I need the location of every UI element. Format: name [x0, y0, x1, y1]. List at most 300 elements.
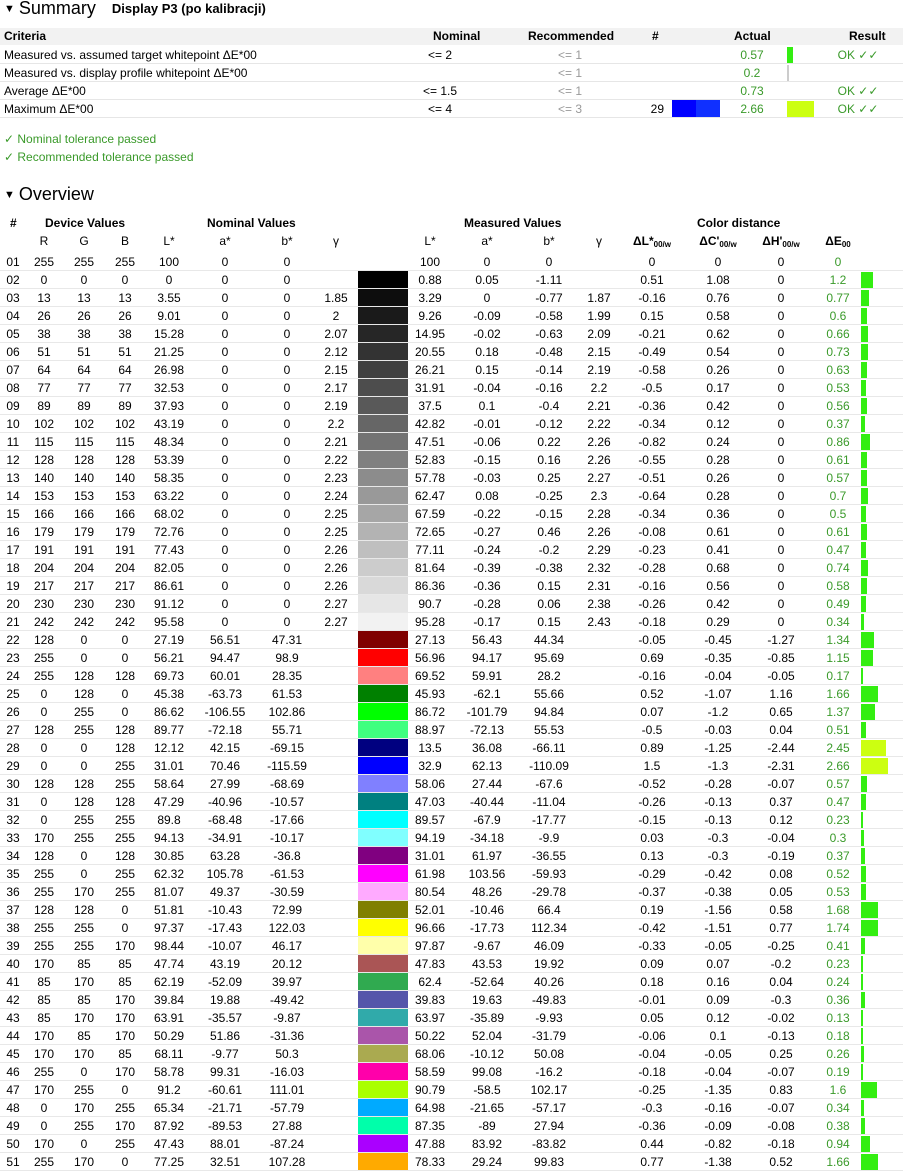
measured-gamma: 1.87: [587, 291, 611, 305]
row-number: 02: [6, 273, 20, 287]
delta-h: 0: [777, 489, 785, 503]
measured-l: 61.98: [414, 867, 446, 881]
measured-a: -0.06: [473, 435, 501, 449]
nominal-l: 100: [158, 255, 180, 269]
nominal-b: 0: [283, 273, 291, 287]
nominal-b: 72.99: [271, 903, 303, 917]
measured-a: -0.15: [473, 453, 501, 467]
nominal-l: 82.05: [153, 561, 185, 575]
deltae-bar: [861, 902, 878, 918]
result-value: OK ✓✓: [837, 84, 879, 98]
delta-c: -1.2: [707, 705, 729, 719]
nominal-a: 0: [221, 363, 229, 377]
row-number: 25: [6, 687, 20, 701]
deltae-bar: [861, 488, 868, 504]
delta-h: -2.44: [767, 741, 795, 755]
measured-gamma: [584, 847, 614, 865]
delta-c: -1.35: [704, 1083, 732, 1097]
measured-l: 42.82: [414, 417, 446, 431]
delta-h: -0.05: [767, 669, 795, 683]
measured-b: -57.17: [531, 1101, 567, 1115]
measured-b: -49.83: [531, 993, 567, 1007]
overview-row: [0, 1153, 903, 1171]
device-b: 0: [121, 1083, 129, 1097]
device-g: 128: [73, 687, 95, 701]
measured-b: 0: [545, 255, 553, 269]
delta-e: 0.56: [826, 399, 850, 413]
overview-row: [0, 991, 903, 1009]
delta-e: 0.34: [826, 1101, 850, 1115]
device-g: 170: [73, 975, 95, 989]
color-swatch: [358, 721, 408, 739]
nominal-gamma: 2.24: [324, 489, 348, 503]
nominal-gamma: 2.23: [324, 471, 348, 485]
overview-column-header: [0, 232, 903, 252]
device-g: 0: [80, 1137, 88, 1151]
delta-h: -0.19: [767, 849, 795, 863]
nominal-a: -9.77: [211, 1047, 239, 1061]
delta-c: 0.42: [706, 597, 730, 611]
nominal-l: 81.07: [153, 885, 185, 899]
delta-e: 1.15: [826, 651, 850, 665]
delta-e: 2.66: [826, 759, 850, 773]
nominal-b: -16.03: [269, 1065, 305, 1079]
device-b: 128: [114, 849, 136, 863]
nominal-l: 43.19: [153, 417, 185, 431]
device-r: 242: [33, 615, 55, 629]
delta-l: -0.28: [638, 561, 666, 575]
delta-e: 0.6: [829, 309, 847, 323]
device-b: 0: [121, 687, 129, 701]
color-swatch: [358, 397, 408, 415]
nominal-a: 0: [221, 471, 229, 485]
measured-l: 58.06: [414, 777, 446, 791]
device-b: 191: [114, 543, 136, 557]
measured-b: -59.93: [531, 867, 567, 881]
overview-row: [0, 739, 903, 757]
measured-l: 13.5: [418, 741, 442, 755]
measured-b: -9.9: [538, 831, 560, 845]
nominal-a: 0: [221, 453, 229, 467]
column-header: b*: [543, 234, 555, 248]
measured-gamma: 2.38: [587, 597, 611, 611]
device-b: 153: [114, 489, 136, 503]
nominal-l: 86.61: [153, 579, 185, 593]
delta-c: -0.82: [704, 1137, 732, 1151]
overview-row: [0, 379, 903, 397]
row-number: 16: [6, 525, 20, 539]
column-header: B: [120, 234, 129, 248]
nominal-b: 61.53: [271, 687, 303, 701]
nominal-l: 62.19: [153, 975, 185, 989]
device-r: 140: [33, 471, 55, 485]
delta-l: -0.37: [638, 885, 666, 899]
row-number: 14: [6, 489, 20, 503]
column-header: G: [79, 234, 89, 248]
overview-row: [0, 559, 903, 577]
nominal-l: 32.53: [153, 381, 185, 395]
color-swatch: [358, 991, 408, 1009]
collapse-triangle-icon[interactable]: ▼: [4, 2, 15, 15]
nominal-gamma: [321, 1009, 351, 1027]
measured-l: 78.33: [414, 1155, 446, 1169]
measured-gamma: [584, 1081, 614, 1099]
device-g: 85: [77, 993, 91, 1007]
device-b: 230: [114, 597, 136, 611]
delta-h: 0: [777, 615, 785, 629]
device-b: 170: [114, 1029, 136, 1043]
measured-gamma: 1.99: [587, 309, 611, 323]
measured-a: -101.79: [466, 705, 508, 719]
nominal-b: 0: [283, 615, 291, 629]
summary-heading[interactable]: [4, 0, 266, 19]
color-swatch: [358, 379, 408, 397]
delta-c: 0.12: [706, 417, 730, 431]
nominal-gamma: 2.26: [324, 579, 348, 593]
color-swatch: [358, 1045, 408, 1063]
nominal-l: 9.01: [157, 309, 181, 323]
measured-l: 32.9: [418, 759, 442, 773]
deltae-bar: [861, 290, 869, 306]
nominal-gamma: 2.07: [324, 327, 348, 341]
nominal-a: -89.53: [207, 1119, 243, 1133]
device-b: 0: [121, 651, 129, 665]
delta-l: -0.82: [638, 435, 666, 449]
nominal-a: -10.07: [207, 939, 243, 953]
device-b: 89: [118, 399, 132, 413]
color-swatch: [358, 325, 408, 343]
nominal-gamma: [321, 919, 351, 937]
deltae-bar: [861, 938, 865, 954]
measured-b: 0.22: [537, 435, 561, 449]
measured-l: 47.88: [414, 1137, 446, 1151]
nominal-gamma: [321, 271, 351, 289]
measured-a: -21.65: [469, 1101, 505, 1115]
column-header: γ: [333, 234, 339, 248]
color-swatch: [358, 415, 408, 433]
delta-h: -0.07: [767, 1101, 795, 1115]
nominal-gamma: [321, 991, 351, 1009]
deltae-bar: [861, 1136, 870, 1152]
measured-gamma: [584, 757, 614, 775]
delta-h: 0.12: [769, 813, 793, 827]
measured-b: -66.11: [532, 741, 566, 755]
device-b: 0: [121, 633, 129, 647]
device-b: 255: [114, 255, 136, 269]
nominal-gamma: [321, 901, 351, 919]
deltae-bar: [861, 542, 866, 558]
nominal-gamma: 2.2: [327, 417, 345, 431]
measured-b: -0.25: [535, 489, 563, 503]
nominal-gamma: 2.15: [324, 363, 348, 377]
delta-e: 0: [834, 255, 842, 269]
nominal-a: -34.91: [207, 831, 243, 845]
nominal-a: -72.18: [207, 723, 243, 737]
delta-l: -0.58: [638, 363, 666, 377]
measured-a: 29.24: [471, 1155, 503, 1169]
count-value: [630, 46, 664, 64]
device-b: 38: [118, 327, 132, 341]
nominal-b: 28.35: [271, 669, 303, 683]
nominal-l: 27.19: [153, 633, 185, 647]
row-number: 10: [6, 417, 20, 431]
delta-e: 0.57: [826, 471, 850, 485]
delta-c: -0.42: [704, 867, 732, 881]
delta-e: 0.17: [826, 669, 850, 683]
row-number: 48: [6, 1101, 20, 1115]
nominal-a: 0: [221, 597, 229, 611]
recommended-value: <= 3: [557, 102, 583, 116]
distance-header-sub: 00/w: [653, 240, 671, 249]
row-number: 39: [6, 939, 20, 953]
overview-row: [0, 721, 903, 739]
column-header: a*: [219, 234, 231, 248]
delta-e: 0.47: [826, 795, 850, 809]
delta-c: 0.28: [706, 453, 730, 467]
device-b: 51: [118, 345, 132, 359]
delta-h: 0: [777, 345, 785, 359]
measured-b: 0.16: [537, 453, 561, 467]
device-g: 170: [73, 1155, 95, 1169]
color-swatch: [358, 631, 408, 649]
measured-b: -0.12: [535, 417, 563, 431]
row-number: 07: [6, 363, 20, 377]
measured-a: -0.27: [473, 525, 501, 539]
measured-a: -35.89: [469, 1011, 505, 1025]
delta-e: 0.38: [826, 1119, 850, 1133]
nominal-a: 0: [221, 291, 229, 305]
measured-gamma: [584, 883, 614, 901]
delta-e: 0.34: [826, 615, 850, 629]
device-r: 170: [33, 1083, 55, 1097]
delta-c: 0.58: [706, 309, 730, 323]
row-number: 33: [6, 831, 20, 845]
device-g: 102: [73, 417, 95, 431]
deltae-bar: [861, 1154, 878, 1170]
delta-e: 0.66: [826, 327, 850, 341]
device-g: 77: [77, 381, 91, 395]
nominal-a: 0: [221, 345, 229, 359]
row-number: 08: [6, 381, 20, 395]
measured-b: -17.77: [531, 813, 567, 827]
delta-e: 0.41: [826, 939, 850, 953]
delta-h: 0: [777, 561, 785, 575]
delta-h: -0.07: [767, 1065, 795, 1079]
device-b: 128: [114, 795, 136, 809]
measured-b: 27.94: [533, 1119, 565, 1133]
delta-e: 0.53: [826, 381, 850, 395]
nominal-gamma: [321, 883, 351, 901]
measured-gamma: [584, 991, 614, 1009]
overview-row: [0, 595, 903, 613]
deltae-bar: [861, 830, 864, 846]
nominal-a: 0: [221, 255, 229, 269]
device-g: 179: [73, 525, 95, 539]
measured-gamma: [584, 865, 614, 883]
color-swatch: [358, 883, 408, 901]
measured-b: 0.15: [537, 615, 561, 629]
deltae-bar: [861, 920, 878, 936]
delta-l: 0.52: [640, 687, 664, 701]
measured-gamma: 2.21: [587, 399, 611, 413]
measured-gamma: 2.32: [587, 561, 611, 575]
nominal-a: 49.37: [209, 885, 241, 899]
device-b: 255: [114, 759, 136, 773]
measured-a: -67.9: [473, 813, 501, 827]
measured-a: 61.97: [471, 849, 503, 863]
delta-l: -0.21: [638, 327, 666, 341]
nominal-a: 0: [221, 615, 229, 629]
nominal-a: -21.71: [207, 1101, 243, 1115]
delta-h: 0.04: [769, 723, 793, 737]
measured-b: -0.77: [535, 291, 563, 305]
nominal-a: 42.15: [209, 741, 241, 755]
device-r: 179: [33, 525, 55, 539]
nominal-gamma: 2.12: [324, 345, 348, 359]
delta-e: 0.61: [826, 525, 850, 539]
deltae-bar: [861, 398, 867, 414]
deltae-bar: [861, 866, 866, 882]
measured-gamma: 2.3: [590, 489, 608, 503]
nominal-l: 72.76: [153, 525, 185, 539]
nominal-a: 0: [221, 507, 229, 521]
measured-a: 36.08: [471, 741, 503, 755]
deltae-bar: [861, 380, 866, 396]
overview-row: [0, 811, 903, 829]
delta-c: 0.61: [706, 525, 730, 539]
measured-gamma: [584, 793, 614, 811]
nominal-gamma: 2.26: [324, 543, 348, 557]
device-g: 128: [73, 903, 95, 917]
delta-e: 1.6: [829, 1083, 847, 1097]
color-swatch: [358, 433, 408, 451]
delta-c: 0.07: [706, 957, 730, 971]
measured-l: 47.51: [414, 435, 446, 449]
device-g: 140: [73, 471, 95, 485]
measured-b: 99.83: [533, 1155, 565, 1169]
delta-e: 0.37: [826, 849, 850, 863]
device-g: 0: [80, 651, 88, 665]
nominal-a: 51.86: [209, 1029, 241, 1043]
nominal-a: 0: [221, 327, 229, 341]
delta-h: 0.37: [769, 795, 793, 809]
delta-c: 0.56: [706, 579, 730, 593]
criteria-text: Measured vs. display profile whitepoint ΔE*00: [4, 66, 248, 80]
delta-c: 0.36: [706, 507, 730, 521]
device-r: 0: [40, 759, 48, 773]
nominal-gamma: [321, 847, 351, 865]
nominal-a: -106.55: [204, 705, 246, 719]
device-r: 128: [33, 903, 55, 917]
device-b: 85: [118, 957, 132, 971]
delta-l: 0.44: [640, 1137, 664, 1151]
measured-l: 0.88: [418, 273, 442, 287]
device-g: 89: [77, 399, 91, 413]
row-number: 18: [6, 561, 20, 575]
device-b: 170: [114, 993, 136, 1007]
row-number: 20: [6, 597, 20, 611]
measured-l: 90.79: [414, 1083, 446, 1097]
measured-l: 64.98: [414, 1101, 446, 1115]
recommended-value: <= 1: [557, 66, 583, 80]
row-number: 47: [6, 1083, 20, 1097]
nominal-l: 26.98: [153, 363, 185, 377]
measured-a: 43.53: [471, 957, 503, 971]
measured-gamma: 2.26: [587, 525, 611, 539]
overview-heading[interactable]: [4, 184, 94, 205]
delta-l: 0.13: [640, 849, 664, 863]
delta-l: -0.5: [641, 723, 663, 737]
nominal-b: 0: [283, 417, 291, 431]
row-number: 29: [6, 759, 20, 773]
device-r: 0: [40, 1119, 48, 1133]
nominal-gamma: 2.21: [324, 435, 348, 449]
measured-gamma: [584, 649, 614, 667]
nominal-gamma: 2.27: [324, 615, 348, 629]
delta-e: 0.23: [826, 813, 850, 827]
delta-l: -0.26: [638, 795, 666, 809]
row-number: 12: [6, 453, 20, 467]
nominal-header: Nominal: [433, 29, 481, 43]
device-r: 255: [33, 939, 55, 953]
criteria-text: Maximum ΔE*00: [4, 102, 94, 116]
collapse-triangle-icon[interactable]: ▼: [4, 188, 15, 201]
delta-h: 0: [777, 309, 785, 323]
measured-b: 0.06: [537, 597, 561, 611]
delta-e: 1.66: [826, 687, 850, 701]
measured-a: 0: [483, 255, 491, 269]
device-g: 255: [73, 939, 95, 953]
measured-gamma: [584, 703, 614, 721]
measured-b: -0.38: [535, 561, 563, 575]
device-g: 38: [77, 327, 91, 341]
nominal-a: -60.61: [207, 1083, 243, 1097]
row-divider: [0, 117, 903, 118]
delta-h: -0.3: [770, 993, 792, 1007]
deltae-bar: [861, 632, 874, 648]
deltae-bar: [861, 560, 868, 576]
delta-l: -0.5: [641, 381, 663, 395]
device-g: 204: [73, 561, 95, 575]
color-swatch: [358, 343, 408, 361]
measured-gamma: [584, 1117, 614, 1135]
deltae-bar: [861, 416, 865, 432]
result-value: OK ✓✓: [837, 102, 879, 116]
nominal-a: 88.01: [209, 1137, 241, 1151]
nominal-gamma: [321, 721, 351, 739]
nominal-b: 0: [283, 561, 291, 575]
row-number: 38: [6, 921, 20, 935]
nominal-b: 47.31: [271, 633, 303, 647]
delta-c: 0.09: [706, 993, 730, 1007]
color-swatch: [358, 649, 408, 667]
device-g: 170: [73, 885, 95, 899]
overview-row: [0, 703, 903, 721]
delta-c: 0.26: [706, 471, 730, 485]
deltae-bar: [861, 344, 868, 360]
device-r: 255: [33, 255, 55, 269]
nominal-l: 89.77: [153, 723, 185, 737]
nominal-b: 0: [283, 471, 291, 485]
row-number: 15: [6, 507, 20, 521]
color-swatch: [358, 307, 408, 325]
delta-c: -1.56: [704, 903, 732, 917]
delta-h: -2.31: [767, 759, 795, 773]
nominal-b: 0: [283, 597, 291, 611]
delta-e: 2.45: [826, 741, 850, 755]
device-b: 85: [118, 975, 132, 989]
overview-row: [0, 613, 903, 631]
